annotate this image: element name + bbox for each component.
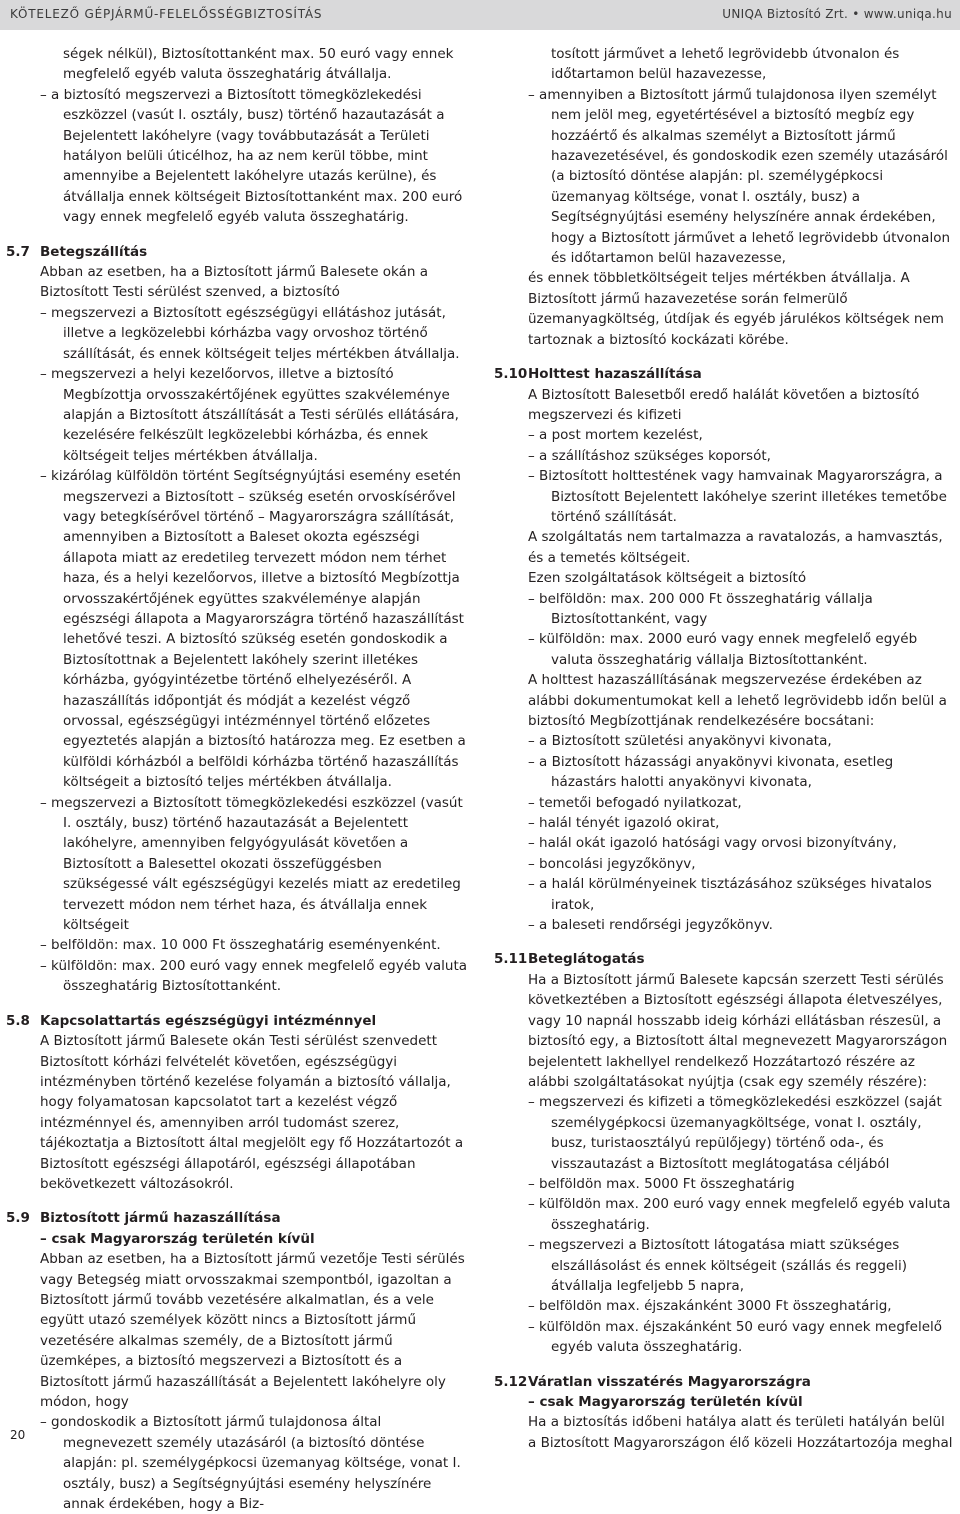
- section-number: 5.12: [494, 1373, 528, 1390]
- list-item: – gondoskodik a Biztosított jármű tulajdonosa által megnevezett személy utazásáról (a biztosító döntése alapján: pl. személygépkocsi üzemanyag költsége, vonat I. osztály, busz) a Segítségnyújtási esemény helyszínére annak érdekében, hogy a Biz-: [40, 1414, 461, 1513]
- section-title: Beteglátogatás: [528, 951, 645, 968]
- section-number: 5.7: [6, 243, 30, 260]
- header-company: UNIQA Biztosító Zrt. • www.uniqa.hu: [722, 7, 952, 21]
- section-5-9: [6, 1208, 470, 1514]
- page-header: [0, 0, 960, 30]
- section-5-8: [6, 1011, 470, 1195]
- list-item: – halál tényét igazoló okirat,: [528, 815, 720, 832]
- list-item: – a halál körülményeinek tisztázásához szükséges hivatalos iratok,: [528, 876, 932, 913]
- list-item: – belföldön max. 5000 Ft összeghatárig: [528, 1175, 795, 1192]
- section-subtitle: – csak Magyarország területén kívül: [528, 1394, 803, 1410]
- section-5-7: [6, 242, 470, 997]
- header-title: KÖTELEZŐ GÉPJÁRMŰ-FELELŐSSÉGBIZTOSÍTÁS: [10, 7, 323, 21]
- section-title: Kapcsolattartás egészségügyi intézménnyel: [40, 1012, 377, 1029]
- list-item: – a Biztosított házassági anyakönyvi kivonata, esetleg házastárs halotti anyakönyvi kivonata,: [528, 753, 894, 791]
- list-item: – Biztosított holttestének vagy hamvainak Magyarországra, a Biztosított Bejelentett lakóhelye szerint illetékes temetőbe történő szállítását.: [528, 468, 947, 525]
- list-item: – belföldön: max. 10 000 Ft összeghatárig eseményenként.: [40, 937, 441, 954]
- paragraph: Abban az esetben, ha a Biztosított jármű Balesete okán a Biztosított Testi sérülést szenved, a biztosító: [40, 264, 429, 301]
- list-item: – megszervezi a Biztosított egészségügyi ellátáshoz jutását, illetve a legközelebbi kórházba vagy orvoshoz történő szállítását, és ennek költségeit teljes mértékben átvállalja.: [40, 304, 460, 362]
- list-item: – külföldön: max. 2000 euró vagy ennek megfelelő egyéb valuta összeghatárig vállalja Biztosítottanként.: [528, 631, 918, 668]
- paragraph: Ezen szolgáltatások költségeit a biztosító: [528, 570, 807, 587]
- list-item: – belföldön max. éjszakánként 3000 Ft összeghatárig,: [528, 1298, 892, 1315]
- list-item: – a szállításhoz szükséges koporsót,: [528, 447, 771, 464]
- section-number: 5.9: [6, 1210, 30, 1227]
- paragraph: tosított járművet a lehető legrövidebb útvonalon és időtartamon belül hazavezesse,: [551, 46, 900, 83]
- section-number: 5.10: [494, 366, 528, 383]
- paragraph: és ennek többletköltségeit teljes mértékben átvállalja. A Biztosított jármű hazavezetése során felmerülő üzemanyagköltség, útdíjak és egyéb járulékos költségek nem tartoznak a biztosító kockázati körébe.: [528, 270, 944, 348]
- paragraph: Abban az esetben, ha a Biztosított jármű vezetője Testi sérülés vagy Betegség miatt orvosszakmai szempontból, igazoltan a Biztosított jármű tovább vezetésére alkalmatlan, és a vele együtt utazó személyek között nincs a Biztosított jármű vezetésére alkalmas személy, de a Biztosított jármű üzemképes, a biztosító megszervezi a Biztosított és a Biztosított jármű hazaszállítását a Bejelentett lakóhelyre oly módon, hogy: [40, 1251, 465, 1410]
- list-item: – a baleseti rendőrségi jegyzőkönyv.: [528, 917, 773, 934]
- paragraph: ségek nélkül), Biztosítottanként max. 50 euró vagy ennek megfelelő egyéb valuta összeghatárig átvállalja.: [63, 46, 454, 83]
- list-item: – kizárólag külföldön történt Segítségnyújtási esemény esetén megszervezi a Biztosított – szükség esetén orvoskísérővel vagy betegkísérővel történő – Magyarországra szállítását, amennyiben a Biztosított a Baleset okozta egészségi állapota miatt az eredetileg tervezett módon nem térhet haza, és a helyi kezelőorvos, illetve a biztosító Megbízottja orvosszakértőjének együttes szakvéleménye alapján egészségi állapota a Magyarországra történő hazaszállítást lehetővé teszi. A biztosító szükség esetén gondoskodik a Biztosítottnak a Bejelentett lakóhely szerint illetékes kórházba, gyógyintézetbe történő elhelyezéséről. A hazaszállítás időpontját és módját a kezelést végző orvossal, egészségügyi intézménnyel történő előzetes egyeztetés alapján a biztosító határozza meg. Ez esetben a külföldi kórházból a belföldi kórházba történő hazaszállítás költségeit a biztosító teljes mértékben átvállalja.: [40, 468, 466, 791]
- list-item: – belföldön: max. 200 000 Ft összeghatárig vállalja Biztosítottanként, vagy: [528, 590, 873, 627]
- paragraph: A Biztosított Balesetből eredő halálát követően a biztosító megszervezi és kifizeti: [528, 386, 920, 423]
- list-item: – a biztosító megszervezi a Biztosított tömegközlekedési eszközzel (vasút I. osztály, busz) történő hazautazását a Bejelentett lakóhelyre (vagy továbbutazását a Területi hatályon belüli úticélhoz, ha az nem kerül többe, mint amennyibe a Bejelentett lakóhelyre utazás kerülne), és átvállalja ennek költségeit Biztosítottanként max. 200 euró vagy ennek megfelelő egyéb valuta összeghatárig.: [40, 86, 463, 226]
- section-5-11: [494, 949, 954, 1357]
- section-number: 5.11: [494, 951, 528, 968]
- section-subtitle: – csak Magyarország területén kívül: [40, 1230, 315, 1247]
- right-column: [494, 44, 954, 1453]
- list-item: – külföldön max. éjszakánként 50 euró vagy ennek megfelelő egyéb valuta összeghatárig.: [528, 1318, 943, 1356]
- paragraph: A holttest hazaszállításának megszervezése érdekében az alábbi dokumentumokat kell a lehető legrövidebb időn belül a biztosító Megbízottjának rendelkezésére bocsátani:: [528, 672, 947, 729]
- section-title: Váratlan visszatérés Magyarországra: [528, 1373, 811, 1390]
- list-item: – megszervezi és kifizeti a tömegközlekedési eszközzel (saját személygépkocsi üzemanyagköltsége, vonat I. osztály, busz, turistaosztályú repülőjegy) történő oda-, és visszautazást a Biztosított meglátogatása céljából: [528, 1094, 942, 1172]
- page-number: 20: [10, 1428, 26, 1442]
- list-item: – boncolási jegyzőkönyv,: [528, 855, 696, 872]
- section-5-10: [494, 364, 954, 935]
- section-title: Biztosított jármű hazaszállítása: [40, 1210, 281, 1227]
- list-item: – a Biztosított születési anyakönyvi kivonata,: [528, 733, 832, 750]
- list-item: – külföldön: max. 200 euró vagy ennek megfelelő egyéb valuta összeghatárig Biztosítottanként.: [40, 957, 468, 995]
- left-column: [6, 44, 470, 1514]
- list-item: – megszervezi a Biztosított látogatása miatt szükséges elszállásolást és ennek költségeit (szállás és reggeli) átvállalja legfeljebb 5 napra,: [528, 1237, 907, 1294]
- paragraph: A Biztosított jármű Balesete okán Testi sérülést szenvedett Biztosított kórházi felvételét követően, egészségügyi intézményben történő kezelése folyamán a biztosító vállalja, hogy folyamatosan kapcsolatot tart a kezelést végző intézménnyel és, amennyiben arról tudomást szerez, tájékoztatja a Biztosított által megjelölt egy fő Hozzátartozót a Biztosított egészségi állapotáról, egészségi állapotában bekövetkezett változásokról.: [40, 1033, 464, 1192]
- list-item: – a post mortem kezelést,: [528, 427, 703, 444]
- paragraph: A szolgáltatás nem tartalmazza a ravatalozás, a hamvasztás, és a temetés költségeit.: [528, 529, 943, 566]
- list-item: – amennyiben a Biztosított jármű tulajdonosa ilyen személyt nem jelöl meg, egyetértésével a biztosító megbíz egy hozzáértő és alkalmas személyt a Biztosított jármű hazavezetésével, és gondoskodik ezen személy utazásáról (a biztosító döntése alapján: pl. személygépkocsi üzemanyag költsége, vonat I. osztály, busz) a Segítségnyújtási esemény helyszínére annak érdekében, hogy a Biztosított járművet a lehető legrövidebb útvonalon és időtartamon belül hazavezesse,: [528, 86, 951, 267]
- list-item: – külföldön max. 200 euró vagy ennek megfelelő egyéb valuta összeghatárig.: [528, 1196, 951, 1233]
- list-item: – halál okát igazoló hatósági vagy orvosi bizonyítvány,: [528, 835, 897, 852]
- paragraph: Ha a biztosítás időbeni hatálya alatt és területi hatályán belül a Biztosított Magyarországon élő közeli Hozzátartozója meghal: [528, 1414, 953, 1451]
- list-item: – megszervezi a Biztosított tömegközlekedési eszközzel (vasút I. osztály, busz) történő hazautazását a Bejelentett lakóhelyre, amennyiben felgyógyulását követően a Biztosított a Balesettel okozati összefüggésben szükségessé vált egészségügyi kezelés miatt az eredetileg tervezett módon nem térhet haza, és átvállalja ennek költségeit: [40, 794, 463, 934]
- list-item: – temetői befogadó nyilatkozat,: [528, 794, 742, 811]
- section-title: Betegszállítás: [40, 243, 148, 260]
- section-number: 5.8: [6, 1012, 30, 1029]
- list-item: – megszervezi a helyi kezelőorvos, illetve a biztosító Megbízottja orvosszakértőjének együttes szakvéleménye alapján a Biztosított átszállítását a Testi sérülés ellátására, kezelésére felkészült legközelebbi kórházba, és ennek költségeit teljes mértékben átvállalja.: [40, 366, 459, 464]
- section-title: Holttest hazaszállítása: [528, 366, 702, 383]
- section-5-12: [494, 1372, 954, 1454]
- paragraph: Ha a Biztosított jármű Balesete kapcsán szerzett Testi sérülés következtében a Biztosított egészségi állapota életveszélyes, vagy 10 napnál hosszabb ideig kórházi ellátásban részesül, a biztosító egy, a Biztosított által megnevezett Magyarországon bejelentett lakhellyel rendelkező Hozzátartozó részére az alábbi szolgáltatásokat nyújtja (csak egy személy részére):: [528, 971, 948, 1090]
